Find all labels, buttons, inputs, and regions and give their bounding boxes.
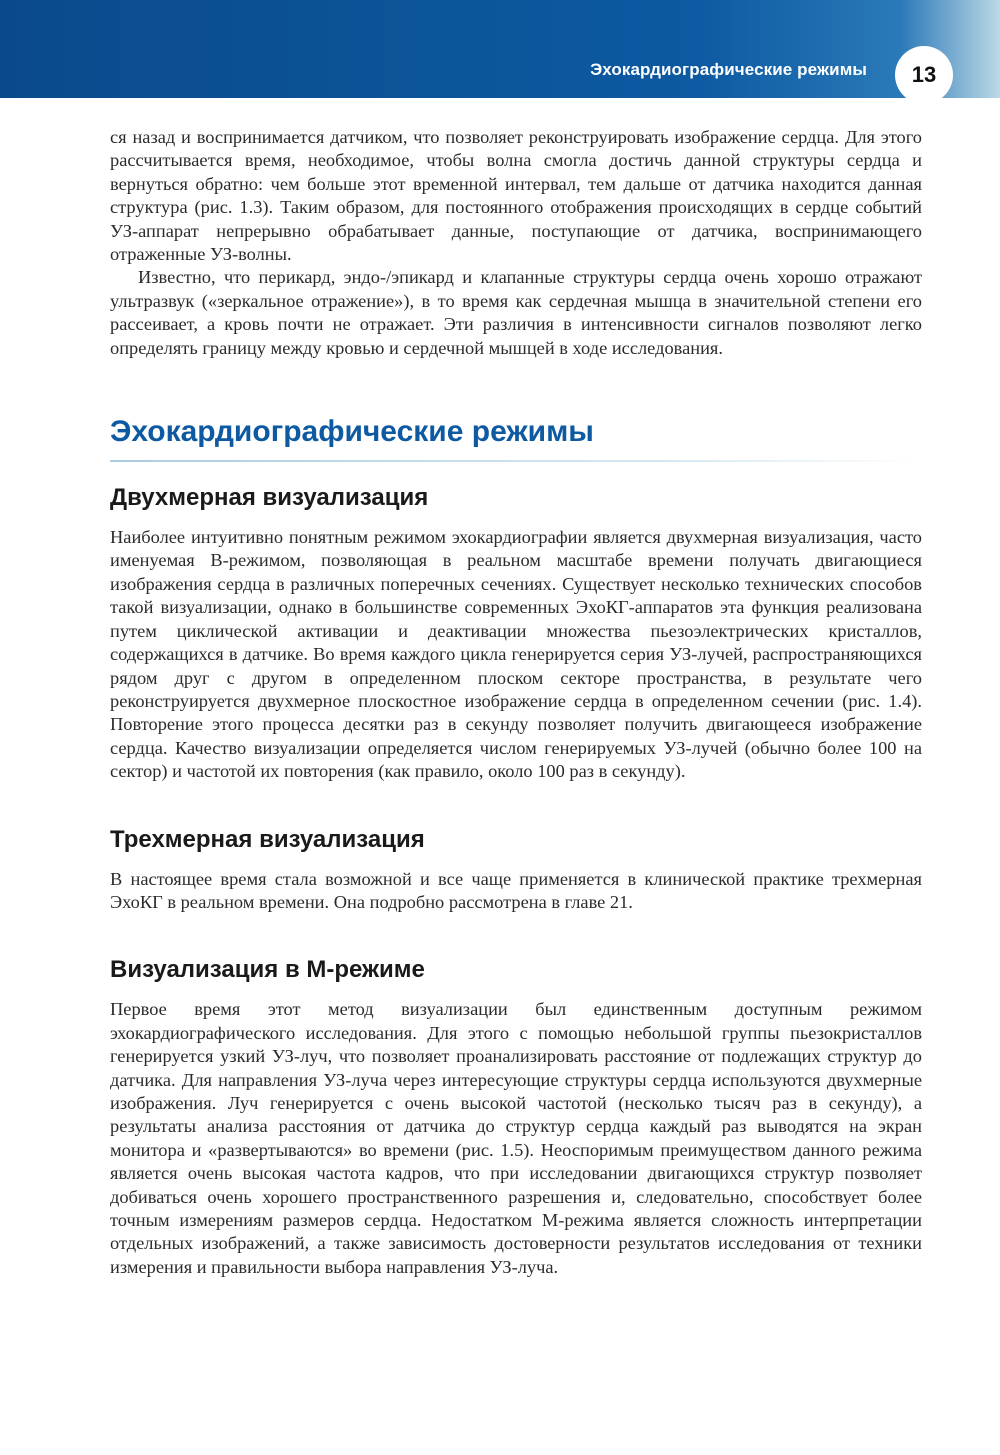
subsection-text-2d: Наиболее интуитивно понятным режимом эхокардиографии является двухмерная визуализация, часто именуемая В-режимом, позволяющая в реальном масштабе времени получать двигающиеся изображения сердца в различных поперечных сечениях. Существует несколько технических способов такой визуализации, однако в большинстве современных ЭхоКГ-аппаратов эта функция реализована путем циклической активации и деактивации множества пьезоэлектрических кристаллов, содержащихся в датчике. Во время каждого цикла генерируется серия УЗ-лучей, распространяющихся рядом друг с другом в определенном плоском секторе пространства, в результате чего реконструируется двухмерное плоскостное изображение сердца в определенном сечении (рис. 1.4). Повторение этого процесса десятки раз в секунду позволяет получить двигающееся изображение сердца. Качество визуализации определяется числом генерируемых УЗ-лучей (обычно более 100 на сектор) и частотой их повторения (как правило, около 100 раз в секунду). <box>110 527 922 782</box>
intro-paragraph-reflection: Известно, что перикард, эндо-/эпикард и клапанные структуры сердца очень хорошо отражают ультразвук («зеркальное отражение»), в то время как сердечная мышца в значительной степени его рассеивает, а кровь почти не отражает. Эти различия в интенсивности сигналов позволяют легко определять границу между кровью и сердечной мышцей в ходе исследования. <box>110 267 922 358</box>
section-title-rule <box>110 460 922 462</box>
page-number: 13 <box>911 62 937 87</box>
subsection-title-m-mode: Визуализация в М-режиме <box>110 956 425 984</box>
subsection-text-m-mode: Первое время этот метод визуализации был единственным доступным режимом эхокардиографического исследования. Для этого с помощью небольшой группы пьезокристаллов генерируется узкий УЗ-луч, что позволяет проанализировать расстояние от подлежащих структур до датчика. Для направления УЗ-луча через интересующие структуры сердца используются двухмерные изображения. Луч генерируется с очень высокой частотой (несколько тысяч раз в секунду), а результаты анализа расстояния от датчика до структур сердца каждый раз выводятся на экран монитора и «развертываются» во времени (рис. 1.5). Неоспоримым преимуществом данного режима является очень высокая частота кадров, что при исследовании двигающихся структур позволяет добиваться очень хорошего пространственного разрешения и, следовательно, способствует более точным измерениям размеров сердца. Недостатком М-режима является сложность интерпретации отдельных изображений, а также зависимость достоверности результатов исследования от техники измерения и правильности выбора направления УЗ-луча. <box>110 999 922 1277</box>
subsection-title-2d: Двухмерная визуализация <box>110 484 429 512</box>
running-header-band <box>0 0 1000 98</box>
running-header-title: Эхокардиографические режимы <box>590 60 867 79</box>
subsection-text-3d: В настоящее время стала возможной и все чаще применяется в клинической практике трехмерная ЭхоКГ в реальном времени. Она подробно рассмотрена в главе 21. <box>110 868 922 912</box>
page-number-badge <box>895 46 953 104</box>
subsection-title-3d: Трехмерная визуализация <box>110 825 425 853</box>
intro-paragraph-continued: ся назад и воспринимается датчиком, что позволяет реконструировать изображение сердца. Для этого рассчитывается время, необходимое, чтобы волна смогла достичь данной структуры сердца и вернуться обратно: чем больше этот временной интервал, тем дальше от датчика находится данная структура (рис. 1.3). Таким образом, для постоянного отображения происходящих в сердце событий УЗ-аппарат непрерывно обрабатывает данные, поступающие от датчика, воспринимающего отраженные УЗ-волны. <box>110 127 922 265</box>
page-content <box>110 126 922 1279</box>
section-title: Эхокардиографические режимы <box>110 415 594 449</box>
